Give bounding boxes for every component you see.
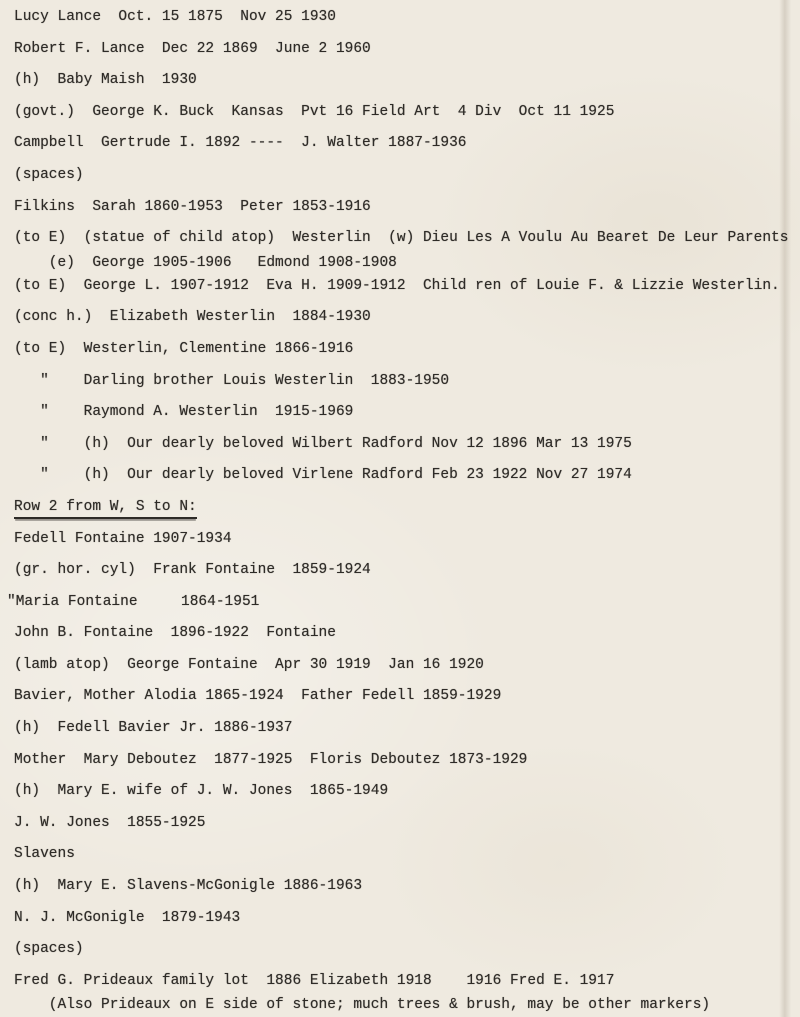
transcription-line [14,934,794,966]
transcription-line-text: (spaces) [14,166,84,183]
section-header [14,492,794,524]
section-header-text: Row 2 from W, S to N: [14,498,197,519]
transcription-line [14,97,794,129]
transcription-line-text: (spaces) [14,941,84,958]
transcription-line [14,776,794,808]
transcription-line [14,223,794,255]
transcription-line [14,160,794,192]
transcription-line-text: (h) Mary E. wife of J. W. Jones 1865-1949 [14,783,389,800]
transcription-line [14,997,794,1013]
transcription-line [14,34,794,66]
transcription-line-text: Slavens [14,846,75,863]
transcription-line [14,460,794,492]
transcription-line [14,903,794,935]
transcription-line-text: Filkins Sarah 1860-1953 Peter 1853-1916 [14,198,371,215]
transcription-line [14,808,794,840]
transcription-line [14,334,794,366]
transcription-line [14,713,794,745]
transcription-line [14,65,794,97]
transcription-line-text: Robert F. Lance Dec 22 1869 June 2 1960 [14,40,371,57]
transcription-line [14,192,794,224]
transcription-line [14,2,794,34]
transcription-line [14,555,794,587]
transcription-line-text: " (h) Our dearly beloved Wilbert Radford Nov 12 1896 Mar 13 1975 [14,435,632,452]
transcription-line [14,302,794,334]
transcription-line-text: (to E) Westerlin, Clementine 1866-1916 [14,340,354,357]
transcription-line [14,681,794,713]
transcription-line-text: John B. Fontaine 1896-1922 Fontaine [14,625,336,642]
transcription-line-text: "Maria Fontaine 1864-1951 [7,593,260,610]
transcription-line [14,618,794,650]
transcription-line-text: (e) George 1905-1906 Edmond 1908-1908 [14,254,397,271]
transcription-line-text: (conc h.) Elizabeth Westerlin 1884-1930 [14,309,371,326]
transcription-line-text: Fedell Fontaine 1907-1934 [14,530,232,547]
transcription-line-text: (lamb atop) George Fontaine Apr 30 1919 Jan 16 1920 [14,656,484,673]
transcription-line-text: (gr. hor. cyl) Frank Fontaine 1859-1924 [14,562,371,579]
transcription-line-text: " (h) Our dearly beloved Virlene Radford Feb 23 1922 Nov 27 1974 [14,467,632,484]
transcription-line [14,839,794,871]
transcription-line-text: (to E) George L. 1907-1912 Eva H. 1909-1912 Child ren of Louie F. & Lizzie Westerlin. [14,277,780,294]
transcription-line [14,745,794,777]
transcription-line-text: (h) Baby Maish 1930 [14,72,197,89]
transcription-line [14,128,794,160]
transcription-line-text: (Also Prideaux on E side of stone; much trees & brush, may be other markers) [14,997,711,1014]
transcription-line-text: J. W. Jones 1855-1925 [14,814,206,831]
transcription-line-text: Campbell Gertrude I. 1892 ---- J. Walter 1887-1936 [14,135,467,152]
transcription-line [14,271,794,303]
transcription-line [7,587,794,619]
transcription-line-text: Lucy Lance Oct. 15 1875 Nov 25 1930 [14,9,336,25]
transcription-line [14,966,794,998]
transcription-line-text: (to E) (statue of child atop) Westerlin (w) Dieu Les A Voulu Au Bearet De Leur Parents [14,230,789,247]
transcription-line [14,650,794,682]
transcription-line [14,429,794,461]
transcription-line-text: (h) Mary E. Slavens-McGonigle 1886-1963 [14,878,363,895]
transcription-line [14,255,794,271]
transcription-line-text: N. J. McGonigle 1879-1943 [14,909,241,926]
transcription-line [14,524,794,556]
transcription-line-text: Bavier, Mother Alodia 1865-1924 Father Fedell 1859-1929 [14,688,502,705]
transcription-line-text: (govt.) George K. Buck Kansas Pvt 16 Field Art 4 Div Oct 11 1925 [14,103,615,120]
transcription-line-text: " Raymond A. Westerlin 1915-1969 [14,404,354,421]
transcription-line-text: " Darling brother Louis Westerlin 1883-1950 [14,372,450,389]
transcription-line [14,366,794,398]
transcription-line [14,871,794,903]
transcription-line-text: (h) Fedell Bavier Jr. 1886-1937 [14,720,293,737]
transcription-line-text: Fred G. Prideaux family lot 1886 Elizabeth 1918 1916 Fred E. 1917 [14,972,615,989]
transcription-line [14,397,794,429]
transcription-line-text: Mother Mary Deboutez 1877-1925 Floris Deboutez 1873-1929 [14,751,528,768]
